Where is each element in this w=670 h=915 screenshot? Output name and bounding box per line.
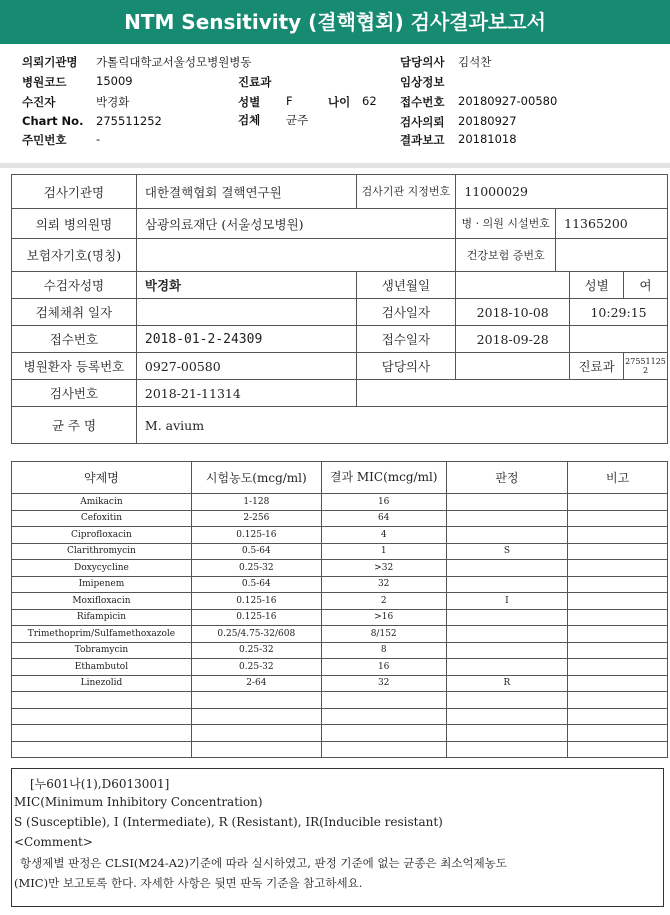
doctor-label: 담당의사 [400,55,445,69]
mic-value: 8 [321,642,446,659]
lab-no-label: 검사기관 지정번호 [356,175,456,209]
specimen-label: 검체 [238,113,261,127]
test-no-extra [356,380,667,407]
judgment [446,741,568,758]
doctor-value: 김석찬 [458,55,492,69]
id-value: - [96,132,101,146]
health-no-label: 건강보험 증번호 [456,239,556,272]
reg-label: 병원환자 등록번호 [12,353,137,380]
table-row [12,576,668,593]
mic-value: 1 [321,543,446,560]
table-row [12,725,668,742]
table-row [12,626,668,643]
collector-label: 수진자 [22,95,56,109]
receipt-date-value: 2018-09-28 [456,326,570,353]
table-row [12,543,668,560]
judgment [446,560,568,577]
receipt-value: 2018-01-2-24309 [136,326,356,353]
judgment [446,576,568,593]
notes-comment-2: (MIC)만 보고토록 한다. 자세한 사항은 뒷면 판독 기준을 참고하세요. [14,876,363,890]
form-doctor-value [456,353,570,380]
remark [568,560,668,577]
receipt-label: 접수번호 [400,95,445,109]
test-range [191,725,321,742]
test-time-value: 10:29:15 [570,299,668,326]
table-row [12,642,668,659]
drug-name: Trimethoprim/Sulfamethoxazole [12,626,192,643]
health-no-value [556,239,668,272]
strain-label: 균 주 명 [12,407,137,444]
reg-value: 0927-00580 [136,353,356,380]
test-no-value: 2018-21-11314 [136,380,356,407]
insured-label: 보험자기호(명칭) [12,239,137,272]
patient-label: 수검자성명 [12,272,137,299]
drug-name: Tobramycin [12,642,192,659]
remark [568,725,668,742]
mic-value [321,692,446,709]
remark [568,675,668,692]
mic-value: 4 [321,527,446,544]
age-value: 62 [362,94,377,108]
test-range: 1-128 [191,494,321,511]
birth-value [456,272,570,299]
req-name-value: 삼광의료재단 (서울성모병원) [136,209,455,239]
drug-name: Ethambutol [12,659,192,676]
table-row [12,708,668,725]
header-concentration: 시험농도(mcg/ml) [191,462,321,494]
notes-comment-1: 항생제별 판정은 CLSI(M24-A2)기준에 따라 실시하였고, 판정 기준에 없는 균종은 최소억제농도 [20,856,507,870]
form-dept-label: 진료과 [570,353,624,380]
receipt-date-label: 접수일자 [356,326,456,353]
drug-name: Moxifloxacin [12,593,192,610]
drug-name [12,725,192,742]
test-range [191,692,321,709]
lab-no-value: 11000029 [456,175,668,209]
divider [0,163,670,168]
patient-form [11,174,668,444]
table-row [12,560,668,577]
sex-label: 성별 [238,95,261,109]
test-range: 2-256 [191,510,321,527]
test-range: 0.5-64 [191,543,321,560]
judgment [446,692,568,709]
mic-value: 16 [321,494,446,511]
mic-value: 64 [321,510,446,527]
header-judgment: 판정 [446,462,568,494]
remark [568,692,668,709]
test-date-label: 검사일자 [356,299,456,326]
table-row [12,675,668,692]
header-mic: 결과 MIC(mcg/ml) [321,462,446,494]
table-row [12,659,668,676]
clinic-no-value: 11365200 [556,209,668,239]
collect-label: 검체채취 일자 [12,299,137,326]
mic-value: 32 [321,675,446,692]
chart-label: Chart No. [22,114,84,128]
remark [568,609,668,626]
remark [568,626,668,643]
remark [568,642,668,659]
test-date-value: 2018-10-08 [456,299,570,326]
judgment [446,626,568,643]
strain-value: M. avium [136,407,667,444]
collector-value: 박경화 [96,95,130,109]
drug-name: Ciprofloxacin [12,527,192,544]
drug-name [12,741,192,758]
test-range [191,708,321,725]
test-range: 0.25/4.75-32/608 [191,626,321,643]
judgment [446,609,568,626]
drug-name: Clarithromycin [12,543,192,560]
clinic-no-label: 병 · 의원 시설번호 [456,209,556,239]
test-range: 0.125-16 [191,593,321,610]
table-row [12,692,668,709]
lab-name-value: 대한결핵협회 결핵연구원 [136,175,356,209]
remark [568,659,668,676]
judgment [446,527,568,544]
chart-value: 275511252 [96,114,162,128]
judgment [446,659,568,676]
req-name-label: 의뢰 병의원명 [12,209,137,239]
drug-name: Linezolid [12,675,192,692]
header-remark: 비고 [568,462,668,494]
notes-code: [누601나(1),D6013001] [30,777,170,791]
drug-name: Amikacin [12,494,192,511]
drug-name: Rifampicin [12,609,192,626]
mic-value: 2 [321,593,446,610]
notes-legend: S (Susceptible), I (Intermediate), R (Resistant), IR(Inducible resistant) [14,815,443,829]
table-row [12,510,668,527]
mic-value: >32 [321,560,446,577]
table-row [12,741,668,758]
judgment: R [446,675,568,692]
hospital-code-value: 15009 [96,74,133,88]
receipt-date-extra [570,326,668,353]
request-label: 검사의뢰 [400,115,445,129]
clinical-label: 임상정보 [400,75,445,89]
form-doctor-label: 담당의사 [356,353,456,380]
receipt-label: 접수번호 [12,326,137,353]
report-date-label: 결과보고 [400,133,445,147]
age-label: 나이 [328,95,351,109]
hospital-code-label: 병원코드 [22,75,67,89]
remark [568,543,668,560]
birth-label: 생년월일 [356,272,456,299]
results-table [11,461,668,758]
judgment [446,494,568,511]
mic-value [321,708,446,725]
mic-value [321,741,446,758]
mic-value: 32 [321,576,446,593]
table-row [12,494,668,511]
table-row [12,527,668,544]
insured-value [136,239,455,272]
judgment [446,708,568,725]
receipt-value: 20180927-00580 [458,94,558,108]
judgment [446,725,568,742]
judgment [446,642,568,659]
patient-value: 박경화 [136,272,356,299]
judgment: I [446,593,568,610]
test-range: 0.25-32 [191,642,321,659]
remark [568,510,668,527]
specimen-value: 균주 [286,113,309,127]
test-range: 0.125-16 [191,527,321,544]
header-info [0,44,670,162]
report-date-value: 20181018 [458,132,517,146]
notes-mic: MIC(Minimum Inhibitory Concentration) [14,795,263,809]
test-range: 0.25-32 [191,659,321,676]
header-drug: 약제명 [12,462,192,494]
remark [568,593,668,610]
test-range [191,741,321,758]
sex-value: F [286,94,293,108]
remark [568,494,668,511]
drug-name [12,708,192,725]
test-range: 0.125-16 [191,609,321,626]
remark [568,708,668,725]
form-sex-value: 여 [624,272,668,299]
test-no-label: 검사번호 [12,380,137,407]
remark [568,576,668,593]
notes-box [11,768,664,907]
form-dept-value: 275511252 [624,353,668,380]
mic-value: >16 [321,609,446,626]
drug-name: Imipenem [12,576,192,593]
org-label: 의뢰기관명 [22,55,78,69]
collect-value [136,299,356,326]
table-row [12,609,668,626]
test-range: 0.5-64 [191,576,321,593]
test-range: 2-64 [191,675,321,692]
form-sex-label: 성별 [570,272,624,299]
drug-name: Cefoxitin [12,510,192,527]
mic-value: 8/152 [321,626,446,643]
notes-comment-label: <Comment> [14,835,93,849]
remark [568,741,668,758]
lab-name-label: 검사기관명 [12,175,137,209]
report-title: NTM Sensitivity (결핵협회) 검사결과보고서 [0,0,670,44]
remark [568,527,668,544]
test-range: 0.25-32 [191,560,321,577]
table-row [12,593,668,610]
id-label: 주민번호 [22,133,67,147]
mic-value [321,725,446,742]
judgment: S [446,543,568,560]
drug-name: Doxycycline [12,560,192,577]
request-value: 20180927 [458,114,517,128]
judgment [446,510,568,527]
drug-name [12,692,192,709]
org-value: 가톨릭대학교서울성모병원병동 [96,55,252,69]
dept-label: 진료과 [238,75,272,89]
mic-value: 16 [321,659,446,676]
